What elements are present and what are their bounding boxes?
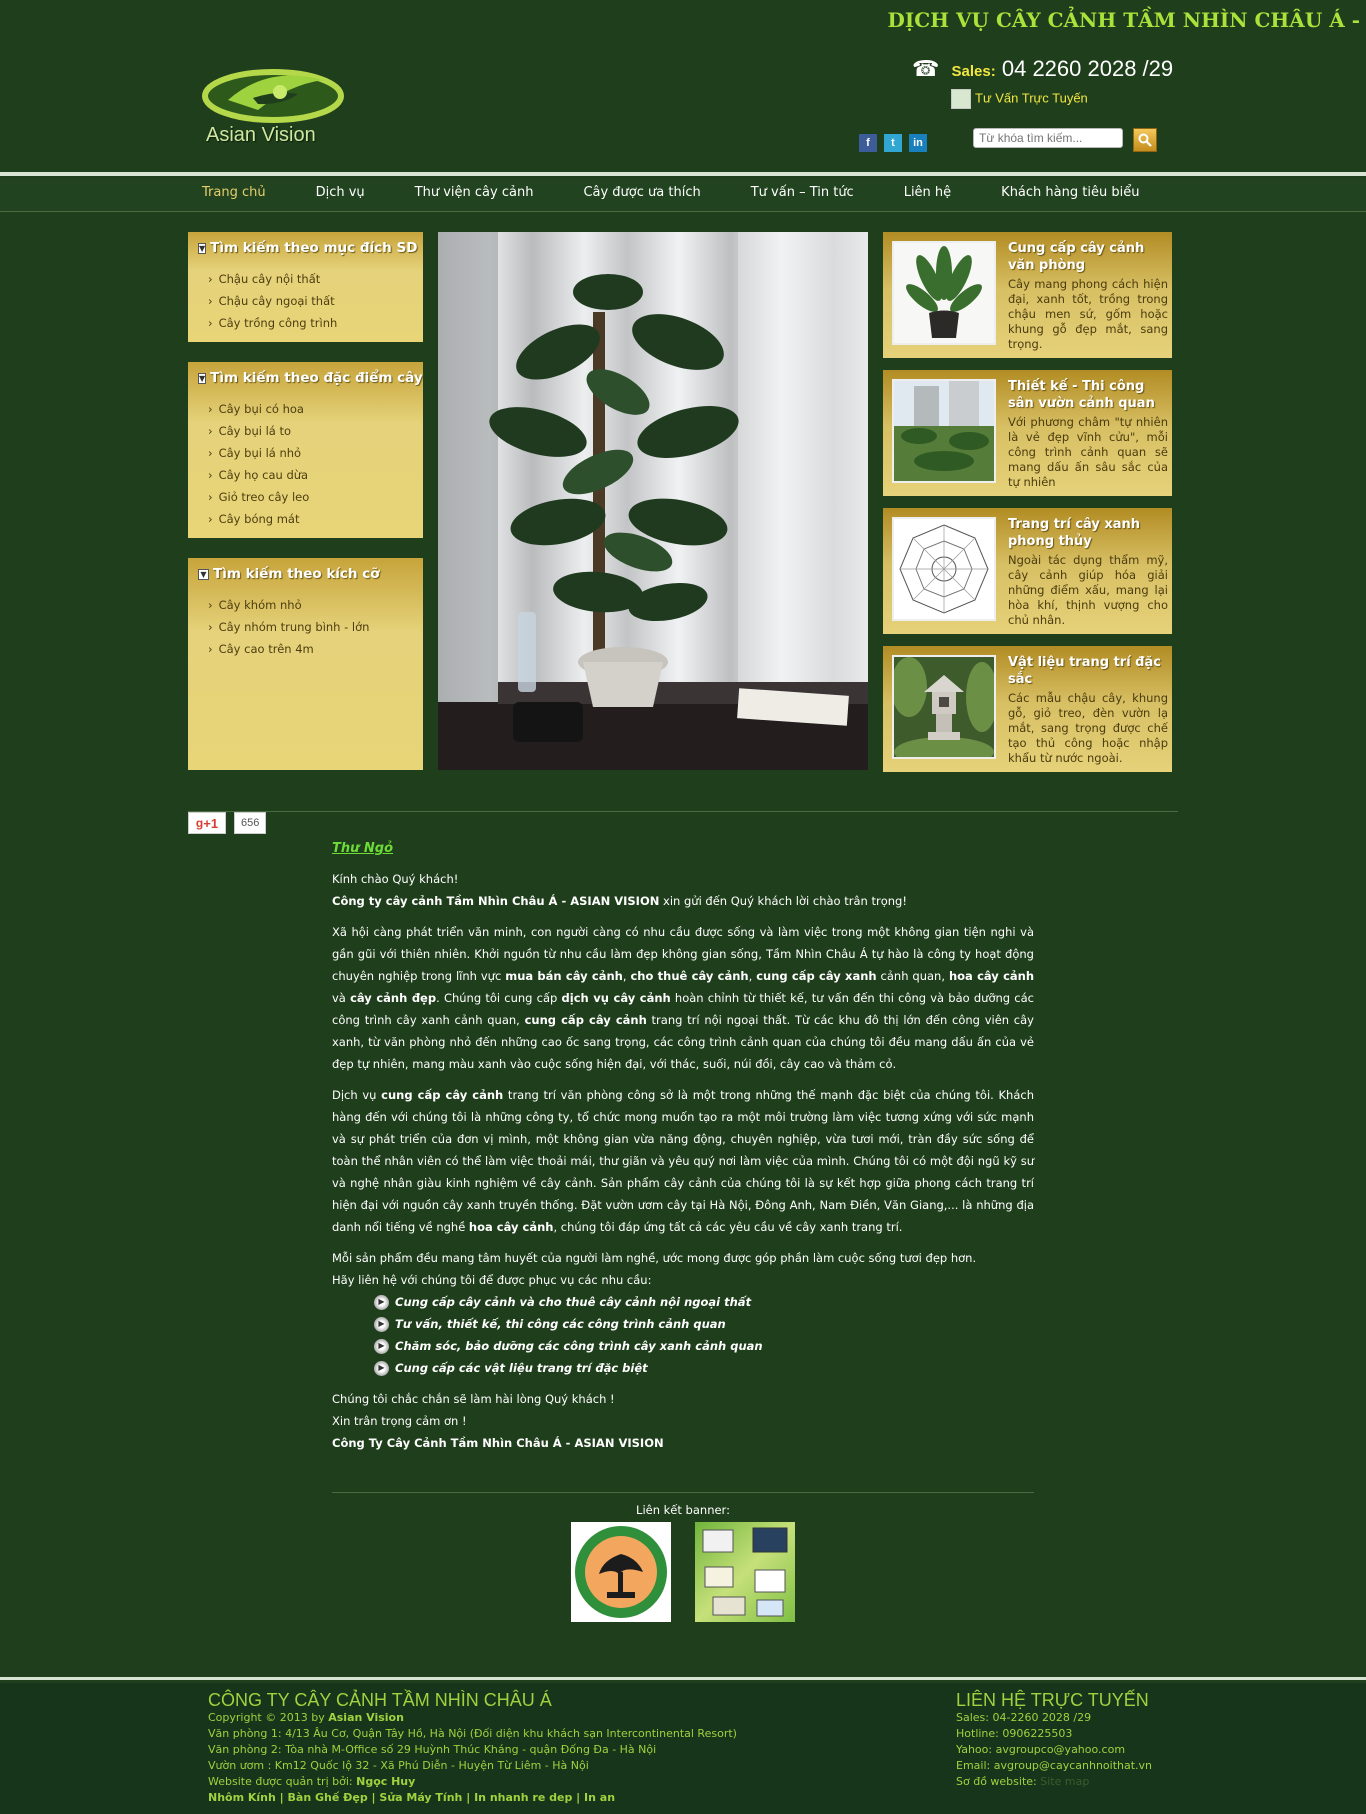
footer-office-2: Văn phòng 2: Tòa nhà M-Office số 29 Huỳnh Thúc Kháng - quận Đống Đa - Hà Nội xyxy=(208,1743,657,1756)
phone-icon: ☎ xyxy=(912,56,940,81)
filter-box-title-text: Tìm kiếm theo mục đích SD xyxy=(210,240,418,256)
list-item: ▶ Chăm sóc, bảo dưỡng các công trình cây xanh cảnh quan xyxy=(374,1335,1034,1357)
footer-copyright: Copyright © 2013 by Asian Vision xyxy=(208,1711,404,1724)
nav-item-contact[interactable]: Liên hệ xyxy=(903,185,952,200)
service-thumbnail xyxy=(892,655,996,759)
office-plant-illustration xyxy=(438,232,868,770)
collapse-arrow-icon: ▼ xyxy=(198,569,209,580)
letter-paragraph-3: Mỗi sản phẩm đều mang tâm huyết của người làm nghề, ước mong được góp phần làm cuộc sống tươi đẹp hơn. xyxy=(332,1251,977,1265)
gplus-count: 656 xyxy=(234,812,266,834)
letter-title[interactable]: Thư Ngỏ xyxy=(332,841,394,856)
service-thumbnail xyxy=(892,517,996,621)
content-divider xyxy=(188,811,1178,812)
letter-greeting: Kính chào Quý khách! xyxy=(332,872,459,886)
filter-item[interactable]: › Cây khóm nhỏ xyxy=(208,594,423,616)
nav-items xyxy=(202,185,1189,200)
service-thumbnail xyxy=(892,241,996,345)
search-input[interactable] xyxy=(973,128,1123,148)
stone-lantern-icon xyxy=(894,657,994,757)
gplus-widget xyxy=(188,812,266,834)
letter-closing-2: Xin trân trọng cảm ơn ! xyxy=(332,1414,467,1428)
bullet-arrow-icon: ▶ xyxy=(374,1295,389,1310)
nav-item-favorites[interactable]: Cây được ưa thích xyxy=(583,185,701,200)
nav-item-home[interactable]: Trang chủ xyxy=(202,185,266,200)
service-list xyxy=(332,1291,1034,1379)
nav-divider xyxy=(0,172,1366,176)
filter-item[interactable]: › Giỏ treo cây leo xyxy=(208,486,423,508)
admin-link[interactable]: Ngọc Huy xyxy=(356,1775,416,1788)
footer-link[interactable]: In nhanh re dep xyxy=(474,1791,573,1804)
footer-link[interactable]: Sửa Máy Tính xyxy=(379,1791,463,1804)
letter-paragraph-4: Hãy liên hệ với chúng tôi để được phục vụ các nhu cầu: xyxy=(332,1273,652,1287)
service-title[interactable]: Thiết kế - Thi công sân vườn cảnh quan xyxy=(1008,379,1155,411)
service-card-landscape[interactable] xyxy=(883,370,1172,496)
linkedin-icon[interactable]: in xyxy=(909,134,927,152)
gplus-button[interactable]: g +1 xyxy=(188,812,226,834)
filter-box-title[interactable] xyxy=(188,558,423,588)
service-card-materials[interactable] xyxy=(883,646,1172,772)
social-links xyxy=(859,134,927,152)
footer-links: Nhôm Kính | Bàn Ghế Đẹp | Sửa Máy Tính | In nhanh re dep | In an xyxy=(208,1791,616,1804)
potted-plant-icon xyxy=(894,243,994,343)
service-card-fengshui[interactable] xyxy=(883,508,1172,634)
footer-link[interactable]: Bàn Ghế Đẹp xyxy=(287,1791,368,1804)
filter-box-title-text: Tìm kiếm theo kích cỡ xyxy=(213,566,380,582)
sales-phone xyxy=(912,56,1173,82)
bullet-arrow-icon: ▶ xyxy=(374,1317,389,1332)
filter-box-size xyxy=(188,558,423,770)
sales-label: Sales: xyxy=(951,63,996,80)
logo-eye-icon xyxy=(198,60,348,130)
footer-company-info xyxy=(208,1690,888,1806)
footer-admin: Website được quản trị bởi: Ngọc Huy xyxy=(208,1775,416,1788)
logo-text: Asian Vision xyxy=(206,124,316,146)
service-card-office-plants[interactable] xyxy=(883,232,1172,358)
bullet-arrow-icon: ▶ xyxy=(374,1361,389,1376)
contact-yahoo[interactable]: Yahoo: avgroupco@yahoo.com xyxy=(956,1743,1126,1756)
footer-link[interactable]: In an xyxy=(584,1791,616,1804)
nav-item-plant-library[interactable]: Thư viện cây cảnh xyxy=(414,185,534,200)
footer-contact xyxy=(956,1690,1216,1790)
nav-item-services[interactable]: Dịch vụ xyxy=(315,185,365,200)
footer-nursery: Vườn ươm : Km12 Quốc lộ 32 - Xã Phú Diễn - Huyện Từ Liêm - Hà Nội xyxy=(208,1759,589,1772)
sitemap-row: Sơ đồ website: Site map xyxy=(956,1775,1090,1788)
letter-paragraph-1: Xã hội càng phát triển văn minh, con người càng có nhu cầu được sống và làm việc trong một không gian tiện nghi và gần gũi với thiên nhiên. Khởi nguồn từ nhu cầu làm đẹp không gian sống, Tầm Nhìn Châu Á tự hào là công ty hoạt động chuyên nghiệp trong lĩnh vực mua bán cây cảnh, cho thuê cây cảnh, cung cấp cây xanh cảnh quan, hoa cây cảnh và cây cảnh đẹp. Chúng tôi cung cấp dịch vụ cây cảnh hoàn chỉnh từ thiết kế, tư vấn đến thi công và bảo dưỡng các công trình cây xanh cảnh quan, cung cấp cây cảnh trang trí nội ngoại thất. Từ các khu đô thị lớn đến công viên cây xanh, từ văn phòng nhỏ đến những cao ốc sang trọng, các công trình cảnh quan của chúng tôi đều mang dấu ấn của vẻ đẹp tự nhiên, mang màu xanh vào cuộc sống hiện đại, với thác, suối, núi đồi, cây cao và thảm cỏ. xyxy=(332,925,1035,1071)
search-button[interactable] xyxy=(1133,128,1157,152)
letter-signature: Công Ty Cây Cảnh Tầm Nhìn Châu Á - ASIAN VISION xyxy=(332,1436,664,1450)
list-item: ▶ Cung cấp cây cảnh và cho thuê cây cảnh nội ngoại thất xyxy=(374,1291,1034,1313)
service-description: Với phương châm "tự nhiên là vẻ đẹp vĩnh cửu", mỗi công trình cảnh quan sẽ mang dấu ấn sâu sắc của tự nhiên xyxy=(1008,415,1168,489)
sales-number: 04 2260 2028 /29 xyxy=(1001,56,1174,81)
filter-item[interactable]: › Chậu cây ngoại thất xyxy=(208,290,423,312)
service-title[interactable]: Trang trí cây xanh phong thủy xyxy=(1008,517,1141,549)
filter-item[interactable]: › Cây họ cau dừa xyxy=(208,464,423,486)
contact-sales: Sales: 04-2260 2028 /29 xyxy=(956,1711,1092,1724)
filter-item[interactable]: › Cây cao trên 4m xyxy=(208,638,423,660)
contact-email[interactable]: Email: avgroup@caycanhnoithat.vn xyxy=(956,1759,1153,1772)
filter-item[interactable]: › Cây bụi lá nhỏ xyxy=(208,442,423,464)
service-description: Ngoài tác dụng thẩm mỹ, cây cảnh giúp hóa giải những điểm xấu, mang lại hòa khí, thịnh vượng cho chủ nhân. xyxy=(1008,553,1168,627)
filter-item[interactable]: › Cây bóng mát xyxy=(208,508,423,530)
contact-hotline: Hotline: 0906225503 xyxy=(956,1727,1073,1740)
banner-divider xyxy=(332,1492,1034,1493)
gplus-label: +1 xyxy=(203,815,219,831)
banner-link-binh-dinh[interactable] xyxy=(571,1522,671,1622)
footer-company-title: CÔNG TY CÂY CẢNH TẦM NHÌN CHÂU Á xyxy=(208,1690,552,1710)
facebook-icon[interactable]: f xyxy=(859,134,877,152)
filter-box-title[interactable] xyxy=(188,362,423,392)
footer-contact-title: LIÊN HỆ TRỰC TUYẾN xyxy=(956,1690,1149,1710)
online-consult-label: Tư Vấn Trực Tuyến xyxy=(975,90,1088,106)
collapse-arrow-icon: ▼ xyxy=(199,243,206,253)
banner-label: Liên kết banner: xyxy=(636,1503,730,1517)
collapse-arrow-icon: ▼ xyxy=(199,373,206,383)
bullet-arrow-icon: ▶ xyxy=(374,1339,389,1354)
sitemap-link[interactable]: Site map xyxy=(1040,1775,1090,1788)
filter-box-title-text: Tìm kiếm theo đặc điểm cây xyxy=(210,370,423,386)
marquee-banner: DỊCH VỤ CÂY CẢNH TẦM NHÌN CHÂU Á - xyxy=(887,8,1360,32)
search-icon xyxy=(1138,133,1152,147)
banner-link-software[interactable] xyxy=(695,1522,795,1622)
list-item: ▶ Tư vấn, thiết kế, thi công các công trình cảnh quan xyxy=(374,1313,1034,1335)
filter-item[interactable]: › Chậu cây nội thất xyxy=(208,268,423,290)
filter-box-purpose xyxy=(188,232,423,342)
company-name: Công ty cây cảnh Tầm Nhìn Châu Á - ASIAN VISION xyxy=(332,894,660,908)
list-item: ▶ Cung cấp các vật liệu trang trí đặc biệt xyxy=(374,1357,1034,1379)
garden-landscape-icon xyxy=(894,381,994,481)
nav-item-customers[interactable]: Khách hàng tiêu biểu xyxy=(1001,185,1140,200)
bonsai-logo-icon xyxy=(573,1524,669,1620)
letter-intro xyxy=(332,890,1034,912)
letter-paragraph-2: Dịch vụ cung cấp cây cảnh trang trí văn phòng công sở là một trong những thế mạnh đặc biệt của chúng tôi. Khách hàng đến với chúng tôi là những công ty, tổ chức mong muốn tạo ra một môi trường làm việc tương xứng với sức mạnh và sự phát triển của đơn vị mình, một không gian vừa năng động, chuyên nghiệp, vừa tươi mới, tràn đầy sức sống để toàn thể nhân viên có thể làm việc thoải mái, thư giãn và yêu quý nơi làm việc của mình. Chúng tôi có một đội ngũ kỹ sư và nghệ nhân giàu kinh nghiệm về cây cảnh. Sản phẩm cây cảnh của chúng tôi là sự kết hợp giữa phong cách trang trí hiện đại với nguồn cây xanh truyền thống. Đặt vườn ươm cây tại Hà Nội, Đông Anh, Nam Điền, Văn Giang,... là những địa danh nổi tiếng về nghề hoa cây cảnh, chúng tôi đáp ứng tất cả các yêu cầu về cây xanh trang trí. xyxy=(332,1088,1035,1234)
computer-collage-icon xyxy=(695,1522,795,1622)
broken-image-icon xyxy=(951,89,971,109)
nav-item-news[interactable]: Tư vấn – Tin tức xyxy=(750,185,854,200)
filter-box-characteristics xyxy=(188,362,423,538)
bagua-diagram-icon xyxy=(894,519,994,619)
letter-closing-1: Chúng tôi chắc chắn sẽ làm hài lòng Quý khách ! xyxy=(332,1392,615,1406)
footer-link[interactable]: Nhôm Kính xyxy=(208,1791,276,1804)
twitter-icon[interactable]: t xyxy=(884,134,902,152)
service-description: Các mẫu chậu cây, khung gỗ, giỏ treo, đèn vườn lạ mắt, sang trọng được chế tạo thủ công hoặc nhập khẩu từ nước ngoài. xyxy=(1008,691,1168,765)
service-description: Cây mang phong cách hiện đại, xanh tốt, trồng trong chậu men sứ, gốm hoặc khung gỗ đẹp mắt, sang trọng. xyxy=(1008,277,1168,351)
filter-item[interactable]: › Cây bụi có hoa xyxy=(208,398,423,420)
featured-plant-image[interactable] xyxy=(438,232,868,770)
online-consult-link[interactable] xyxy=(951,89,1088,109)
service-thumbnail xyxy=(892,379,996,483)
filter-item[interactable]: › Cây bụi lá to xyxy=(208,420,423,442)
service-title[interactable]: Vật liệu trang trí đặc sắc xyxy=(1008,655,1161,687)
filter-item[interactable]: › Cây trồng công trình xyxy=(208,312,423,334)
footer-divider xyxy=(0,1677,1366,1680)
filter-box-title[interactable] xyxy=(188,232,423,262)
service-title[interactable]: Cung cấp cây cảnh văn phòng xyxy=(1008,241,1145,273)
footer-office-1: Văn phòng 1: 4/13 Âu Cơ, Quận Tây Hồ, Hà Nội (Đối diện khu khách sạn Intercontinental Resort) xyxy=(208,1727,737,1740)
intro-text: xin gửi đến Quý khách lời chào trân trọng! xyxy=(659,894,907,908)
filter-item[interactable]: › Cây nhóm trung bình - lớn xyxy=(208,616,423,638)
welcome-letter xyxy=(332,838,1034,1454)
